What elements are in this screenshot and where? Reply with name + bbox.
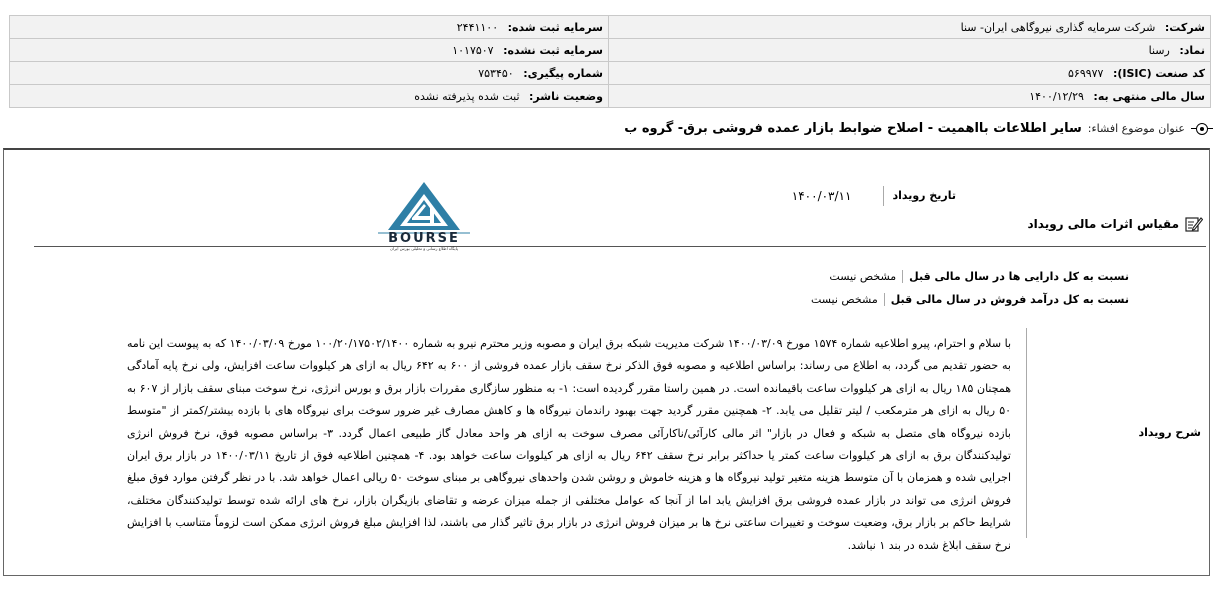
publisher-status-cell	[10, 85, 609, 108]
tracking-label: شماره پیگیری:	[523, 66, 603, 80]
isic-value: ۵۶۹۹۷۷	[1068, 66, 1104, 80]
capital-unregistered-cell	[10, 39, 609, 62]
company-info-table	[9, 15, 1211, 108]
capital-unregistered-label: سرمایه ثبت نشده:	[503, 43, 603, 57]
section-title-text: مقیاس اثرات مالی رویداد	[1027, 217, 1179, 231]
tracking-cell	[10, 62, 609, 85]
fiscal-year-value: ۱۴۰۰/۱۲/۲۹	[1029, 89, 1084, 103]
capital-registered-value: ۲۴۴۱۱۰۰	[456, 20, 499, 34]
financial-impact-title	[1028, 215, 1203, 233]
bourse-logo	[374, 180, 474, 252]
event-panel	[3, 148, 1210, 576]
divider	[34, 246, 1206, 247]
logo-text: BOURSE	[388, 231, 460, 246]
ratio-assets-value: مشخص نیست	[829, 270, 897, 283]
ratio-sales-row	[811, 293, 1129, 306]
symbol-label: نماد:	[1179, 43, 1205, 57]
event-date	[792, 186, 956, 206]
info-row	[10, 16, 1211, 39]
publisher-status-value: ثبت شده پذیرفته نشده	[414, 89, 520, 103]
logo-subtext: پایگاه اطلاع رسانی و تحلیلی بورس ایران	[390, 246, 458, 251]
circle-dot-icon	[1191, 122, 1213, 136]
symbol-value: رسنا	[1148, 43, 1170, 57]
capital-registered-label: سرمایه ثبت شده:	[507, 20, 603, 34]
subject-title: سایر اطلاعات بااهمیت - اصلاح ضوابط بازار عمده فروشی برق- گروه ب	[624, 121, 1082, 136]
company-value: شرکت سرمایه گذاری نیروگاهی ایران- سنا	[960, 20, 1156, 34]
company-label: شرکت:	[1164, 20, 1205, 34]
info-row	[10, 62, 1211, 85]
ratio-sales-label: نسبت به کل درآمد فروش در سال مالی قبل	[884, 293, 1129, 306]
description-label: شرح رویداد	[1138, 426, 1201, 439]
fiscal-year-cell	[609, 85, 1211, 108]
subject-row	[624, 121, 1213, 136]
ratio-assets-row	[829, 270, 1129, 283]
event-date-value: ۱۴۰۰/۰۳/۱۱	[791, 189, 852, 203]
description-separator	[1026, 328, 1027, 538]
info-row	[10, 85, 1211, 108]
ratio-sales-value: مشخص نیست	[810, 293, 878, 306]
subject-label: عنوان موضوع افشاء:	[1087, 122, 1185, 135]
edit-icon	[1185, 215, 1203, 233]
fiscal-year-label: سال مالی منتهی به:	[1093, 89, 1205, 103]
isic-label: کد صنعت (ISIC):	[1112, 66, 1205, 80]
publisher-status-label: وضعیت ناشر:	[529, 89, 603, 103]
symbol-cell	[609, 39, 1211, 62]
tracking-value: ۷۵۳۴۵۰	[478, 66, 514, 80]
ratio-assets-label: نسبت به کل دارایی ها در سال مالی قبل	[902, 270, 1129, 283]
description-text: با سلام و احترام، پیرو اطلاعیه شماره ۱۵۷۴ مورخ ۱۴۰۰/۰۳/۰۹ شرکت مدیریت شبکه برق ایران و مصوبه وزیر محترم نیرو به شماره ۱۰۰/۲۰/۱۷۵۰۲/۱۴۰۰ مورخ ۱۴۰۰/۰۳/۰۹ که به پیوست این نامه به حضور تقدیم می گردد، به اطلاع می رساند: براساس اطلاعیه و مصوبه فوق الذکر نرخ سقف بازار عمده فروشی از ۶۰۰ به ۶۴۲ ریال به ازای هر کیلووات ساعت افزایش، ولی نرخ پایه آمادگی همچنان ۱۸۵ ریال به ازای هر کیلووات ساعت باقیمانده است. در همین راستا مقرر گردیده است: ۱- به منظور سازگاری مقررات بازار برق و بورس انرژی، نرخ سوخت مبنای سقف بازار از ۶۰۷ به ۵۰ ریال به ازای هر مترمکعب / لیتر تقلیل می یابد. ۲- همچنین مقرر گردید جهت بهبود راندمان نیروگاه ها و کاهش مصارف غیر ضرور سوخت برای نیروگاه های با بازده بیشتر/کمتر از "متوسط بازده نیروگاه های متصل به شبکه و فعال در بازار" اثر مالی کارآئی/ناکارآئی مصرف سوخت به ازای هر واحد معادل گاز طبیعی اعمال گردد. ۳- براساس مصوبه فوق، نرخ فروش انرژی تولیدکنندگان برق به ازای هر کیلووات ساعت کمتر یا حداکثر برابر نرخ سقف ۶۴۲ ریال به ازای هر کیلووات ساعت خواهد بود. ۴- همچنین اطلاعیه فوق از تاریخ ۱۴۰۰/۰۳/۱۱ در بازار برق ایران اجرایی شده و همزمان با آن متوسط هزینه متغیر تولید نیروگاه ها و هزینه خاموش و روشن شدن واحدهای نیروگاهی بر مبنای سوخت ۵۰ ریالی اعمال خواهد شد. با در نظر گرفتن موارد فوق مبلغ فروش انرژی می تواند در بازار عمده فروشی برق افزایش یابد اما از آنجا که عوامل مختلفی از جمله میزان عرضه و تقاضای بازیگران بازار، نرخ های ارائه شده توسط تولیدکنندگان مختلف، شرایط حاکم بر بازار برق، وضعیت سوخت و تغییرات ساعتی نرخ ها بر میزان فروش انرژی در بازار برق تاثیر گذار می باشند، لذا افزایش مبلغ فروش انرژی ممکن است لزوماً متناسب با افزایش نرخ سقف ابلاغ شده در بند ۱ نباشد.	[127, 337, 1012, 552]
capital-unregistered-value: ۱۰۱۷۵۰۷	[452, 43, 494, 57]
company-cell	[609, 16, 1211, 39]
event-date-label: تاریخ رویداد	[883, 186, 956, 206]
isic-cell	[609, 62, 1211, 85]
capital-registered-cell	[10, 16, 609, 39]
info-row	[10, 39, 1211, 62]
